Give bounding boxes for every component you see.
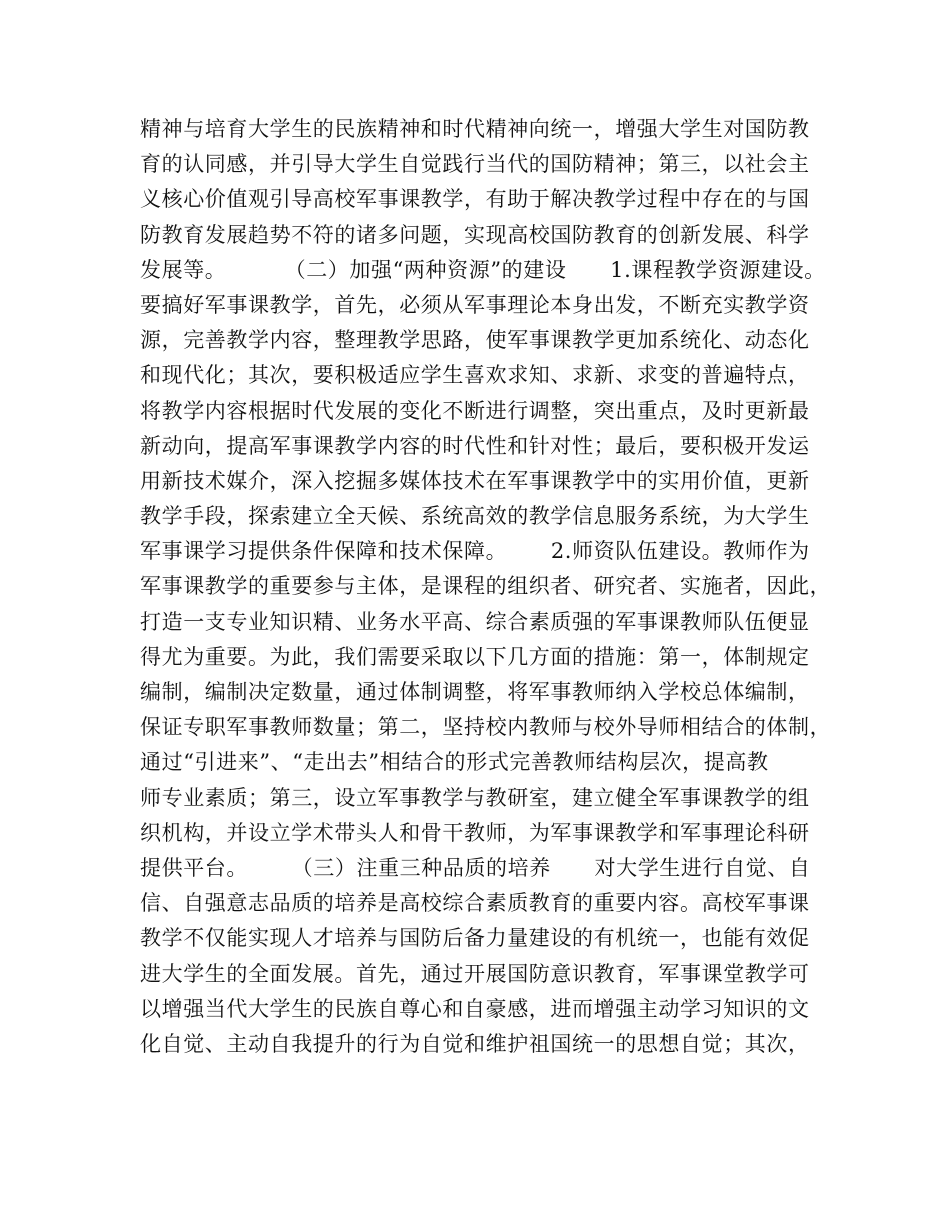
text-line: 教学不仅能实现人才培养与国防后备力量建设的有机统一，也能有效促 [140,926,810,951]
text-line: 织机构，并设立学术带头人和骨干教师，为军事课教学和军事理论科研 [140,820,810,845]
text-line: 精神与培育大学生的民族精神和时代精神向统一，增强大学生对国防教 [140,117,810,141]
text-line: 防教育发展趋势不符的诸多问题，实现高校国防教育的创新发展、科学 [140,222,810,247]
body-text [140,112,840,1062]
text-line: 保证专职军事教师数量；第二，坚持校内教师与校外导师相结合的体制， [140,715,832,740]
text-line: 发展等。 （二）加强“两种资源”的建设 1.课程教学资源建设。 [140,257,826,282]
text-line: 源，完善教学内容，整理教学思路，使军事课教学更加系统化、动态化 [140,328,810,353]
text-line: 将教学内容根据时代发展的变化不断进行调整，突出重点，及时更新最 [140,398,810,423]
text-line: 编制，编制决定数量，通过体制调整，将军事教师纳入学校总体编制， [140,680,810,704]
text-line: 军事课教学的重要参与主体，是课程的组织者、研究者、实施者，因此， [140,574,832,599]
text-line: 进大学生的全面发展。首先，通过开展国防意识教育，军事课堂教学可 [140,961,810,986]
text-line: 通过“引进来”、“走出去”相结合的形式完善教师结构层次，提高教 [140,750,769,775]
text-line: 义核心价值观引导高校军事课教学，有助于解决教学过程中存在的与国 [140,187,810,212]
text-line: 化自觉、主动自我提升的行为自觉和维护祖国统一的思想自觉；其次， [140,1031,810,1056]
text-line: 军事课学习提供条件保障和技术保障。 2.师资队伍建设。教师作为 [140,539,810,564]
text-line: 师专业素质；第三，设立军事教学与教研室，建立健全军事课教学的组 [140,785,810,810]
text-line: 新动向，提高军事课教学内容的时代性和针对性；最后，要积极开发运 [140,433,810,458]
text-line: 得尤为重要。为此，我们需要采取以下几方面的措施：第一，体制规定 [140,644,810,669]
text-line: 打造一支专业知识精、业务水平高、综合素质强的军事课教师队伍便显 [140,609,810,634]
text-line: 和现代化；其次，要积极适应学生喜欢求知、求新、求变的普遍特点， [140,363,810,388]
text-line: 用新技术媒介，深入挖掘多媒体技术在军事课教学中的实用价值，更新 [140,468,810,493]
text-line: 教学手段，探索建立全天候、系统高效的教学信息服务系统，为大学生 [140,504,810,529]
text-line: 以增强当代大学生的民族自尊心和自豪感，进而增强主动学习知识的文 [140,996,810,1021]
text-line: 信、自强意志品质的培养是高校综合素质教育的重要内容。高校军事课 [140,891,810,916]
text-line: 育的认同感，并引导大学生自觉践行当代的国防精神；第三，以社会主 [140,152,810,177]
text-line: 提供平台。 （三）注重三种品质的培养 对大学生进行自觉、自 [140,855,811,880]
text-line: 要搞好军事课教学，首先，必须从军事理论本身出发，不断充实教学资 [140,292,810,317]
